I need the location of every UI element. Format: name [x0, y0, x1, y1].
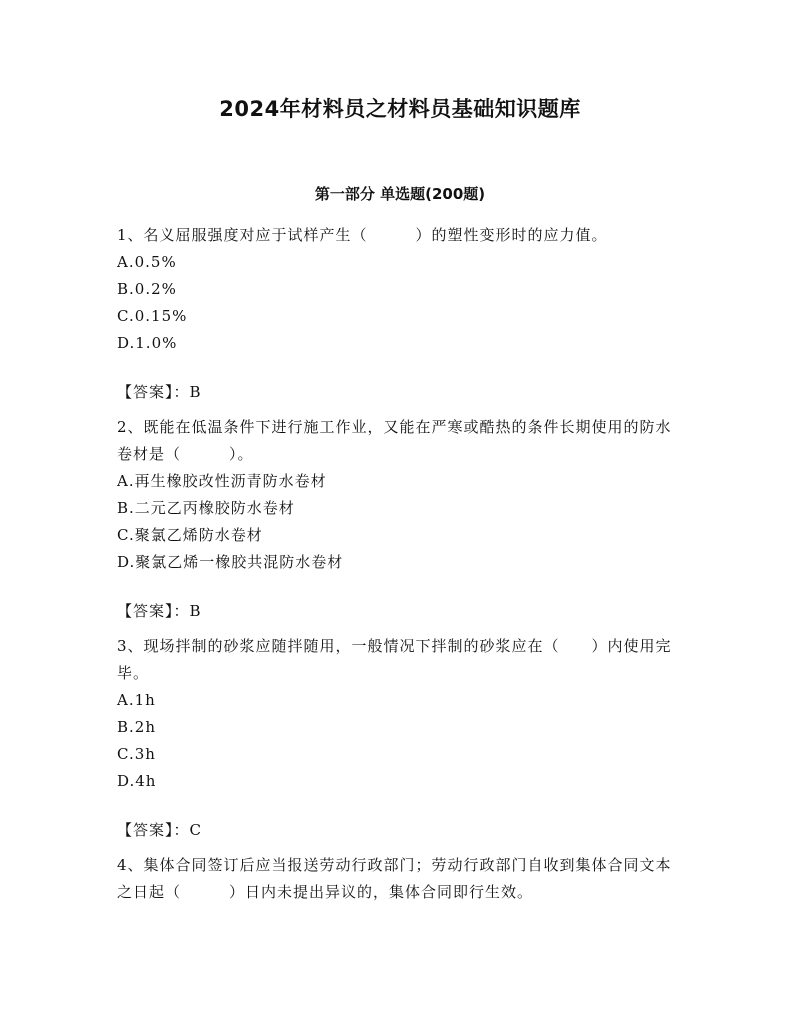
answer-line: 【答案】：B	[117, 602, 202, 620]
option-c: C.聚氯乙烯防水卷材	[117, 526, 263, 544]
question-stem: 1、名义屈服强度对应于试样产生（ ）的塑性变形时的应力值。	[117, 226, 608, 244]
document-title: 2024年材料员之材料员基础知识题库	[219, 97, 581, 121]
option-a: A.再生橡胶改性沥青防水卷材	[117, 472, 327, 490]
option-b: B.二元乙丙橡胶防水卷材	[117, 499, 295, 517]
option-d: D.4h	[117, 772, 157, 790]
question-block	[117, 633, 683, 844]
option-b: B.0.2%	[117, 280, 177, 298]
question-block	[117, 852, 683, 906]
section-title: 第一部分 单选题(200题)	[314, 185, 486, 203]
question-stem: 2、既能在低温条件下进行施工作业，又能在严寒或酷热的条件长期使用的防水卷材是（ ）。	[117, 418, 672, 463]
question-list	[117, 222, 683, 906]
option-c: C.0.15%	[117, 307, 188, 325]
question-block	[117, 414, 683, 625]
option-d: D.1.0%	[117, 334, 178, 352]
option-c: C.3h	[117, 745, 156, 763]
option-a: A.1h	[117, 691, 156, 709]
answer-line: 【答案】：B	[117, 383, 202, 401]
option-b: B.2h	[117, 718, 156, 736]
question-stem: 3、现场拌制的砂浆应随拌随用，一般情况下拌制的砂浆应在（ ）内使用完毕。	[117, 637, 672, 682]
option-d: D.聚氯乙烯一橡胶共混防水卷材	[117, 553, 344, 571]
question-block	[117, 222, 683, 406]
answer-line: 【答案】：C	[117, 821, 202, 839]
option-a: A.0.5%	[117, 253, 177, 271]
question-stem: 4、集体合同签订后应当报送劳动行政部门；劳动行政部门自收到集体合同文本之日起（ ）日内未提出异议的，集体合同即行生效。	[117, 856, 672, 901]
